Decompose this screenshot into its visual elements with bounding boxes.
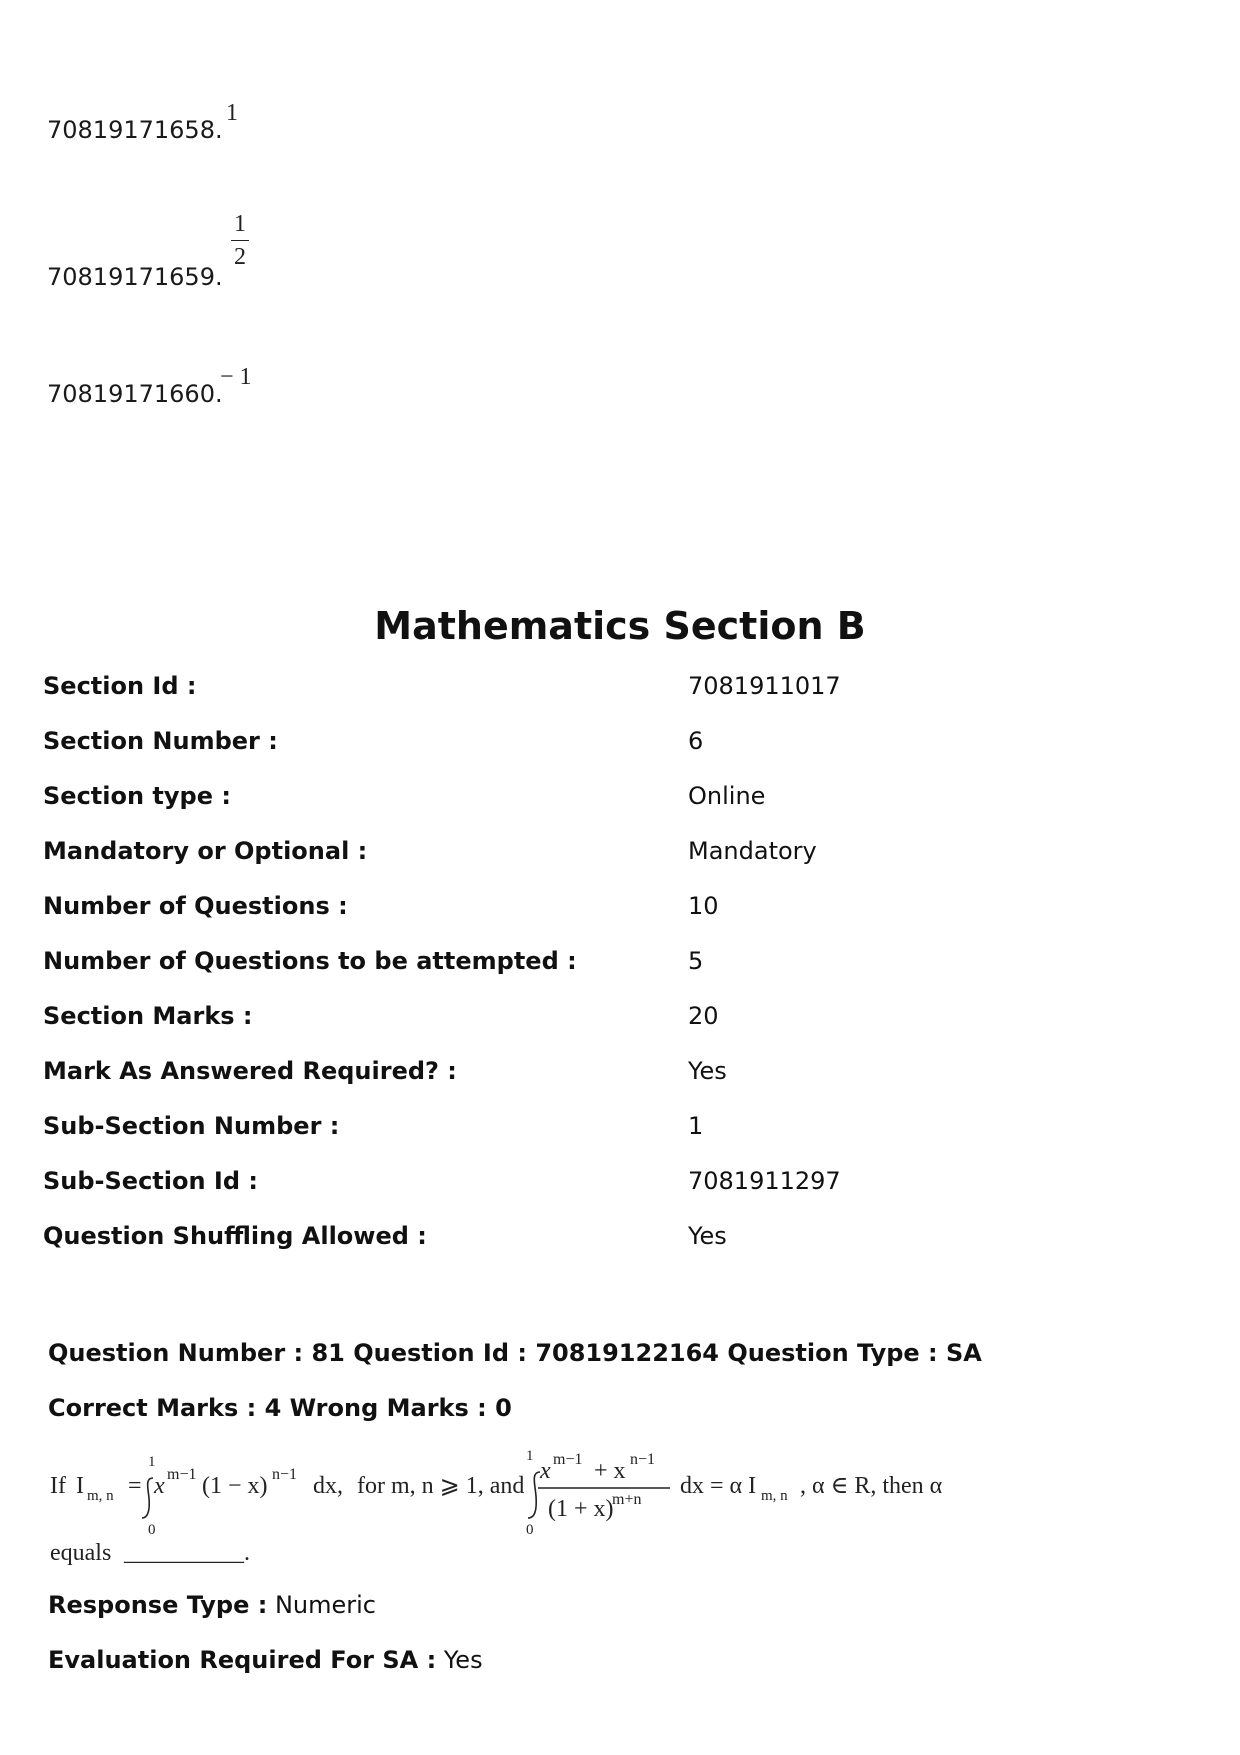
integral-icon (528, 1472, 540, 1518)
response-type-value: Numeric (274, 1591, 376, 1619)
option-id: 70819171660. (47, 380, 223, 408)
response-type-label: Response Type : (48, 1591, 268, 1619)
math-lower: 0 (148, 1522, 156, 1538)
section-field-row (0, 1222, 1240, 1262)
question-text (50, 1448, 950, 1588)
math-plus: + x (594, 1458, 626, 1484)
math-exp: m−1 (167, 1466, 197, 1483)
field-value: Yes (688, 1057, 727, 1085)
math-rhs: = α I (710, 1473, 757, 1499)
section-field-row (0, 892, 1240, 932)
option-row (47, 263, 223, 291)
field-label: Question Shuffling Allowed : (43, 1222, 427, 1250)
section-field-row (0, 1057, 1240, 1097)
math-sub: m, n (761, 1488, 788, 1504)
field-label: Section Number : (43, 727, 278, 755)
math-if: If (50, 1473, 66, 1499)
field-label: Mandatory or Optional : (43, 837, 368, 865)
section-field-row (0, 947, 1240, 987)
field-label: Number of Questions to be attempted : (43, 947, 577, 975)
field-label: Section Marks : (43, 1002, 253, 1030)
field-value: Mandatory (688, 837, 817, 865)
question-math (50, 1448, 950, 1588)
math-x: x (154, 1473, 165, 1499)
fraction-numerator: 1 (234, 211, 246, 237)
math-equals: equals (50, 1540, 112, 1566)
math-upper: 1 (148, 1454, 156, 1470)
section-field-row (0, 782, 1240, 822)
math-num: x (540, 1458, 551, 1484)
field-value: 6 (688, 727, 704, 755)
question-marks: Correct Marks : 4 Wrong Marks : 0 (48, 1394, 512, 1422)
evaluation-label: Evaluation Required For SA : (48, 1646, 437, 1674)
section-field-row (0, 1167, 1240, 1207)
field-label: Number of Questions : (43, 892, 348, 920)
option-id: 70819171658. (47, 116, 223, 144)
evaluation-required (48, 1646, 483, 1674)
section-field-row (0, 727, 1240, 767)
section-field-row (0, 837, 1240, 877)
integral-icon (142, 1478, 153, 1518)
math-den: (1 + x) (548, 1496, 614, 1522)
field-label: Section type : (43, 782, 231, 810)
math-cond: for m, n ⩾ 1, and (357, 1473, 525, 1499)
field-value: Yes (688, 1222, 727, 1250)
option-row (47, 116, 223, 144)
field-value: 7081911017 (688, 672, 841, 700)
response-type (48, 1591, 376, 1619)
math-tail: , α ∈ R, then α (800, 1473, 943, 1499)
field-value: 7081911297 (688, 1167, 841, 1195)
section-title: Mathematics Section B (374, 604, 866, 648)
math-exp: n−1 (630, 1451, 656, 1468)
question-header: Question Number : 81 Question Id : 70819122164 Question Type : SA (48, 1339, 982, 1367)
math-eq: = (128, 1473, 142, 1499)
math-dx: dx, (313, 1473, 343, 1499)
field-label: Mark As Answered Required? : (43, 1057, 457, 1085)
field-value: 10 (688, 892, 719, 920)
field-label: Sub-Section Number : (43, 1112, 340, 1140)
math-upper: 1 (526, 1448, 534, 1464)
option-value: 1 (226, 100, 238, 126)
math-dx: dx (680, 1473, 704, 1499)
math-blank: __________. (124, 1540, 250, 1566)
evaluation-value: Yes (443, 1646, 483, 1674)
section-field-row (0, 1002, 1240, 1042)
fraction-denominator: 2 (234, 244, 246, 270)
section-field-row (0, 1112, 1240, 1152)
field-value: Online (688, 782, 766, 810)
math-exp: m−1 (553, 1451, 583, 1468)
field-value: 5 (688, 947, 704, 975)
field-value: 20 (688, 1002, 719, 1030)
math-exp: n−1 (272, 1466, 298, 1483)
option-id: 70819171659. (47, 263, 223, 291)
math-paren: (1 − x) (202, 1473, 268, 1499)
option-value: − 1 (220, 364, 252, 390)
field-value: 1 (688, 1112, 704, 1140)
math-sub: m, n (87, 1488, 114, 1504)
field-label: Section Id : (43, 672, 197, 700)
option-fraction (231, 212, 249, 269)
option-row (47, 380, 223, 408)
math-i: I (76, 1473, 84, 1499)
math-exp: m+n (612, 1491, 642, 1508)
math-lower: 0 (526, 1522, 534, 1538)
field-label: Sub-Section Id : (43, 1167, 258, 1195)
fraction-bar (231, 240, 249, 241)
section-field-row (0, 672, 1240, 712)
